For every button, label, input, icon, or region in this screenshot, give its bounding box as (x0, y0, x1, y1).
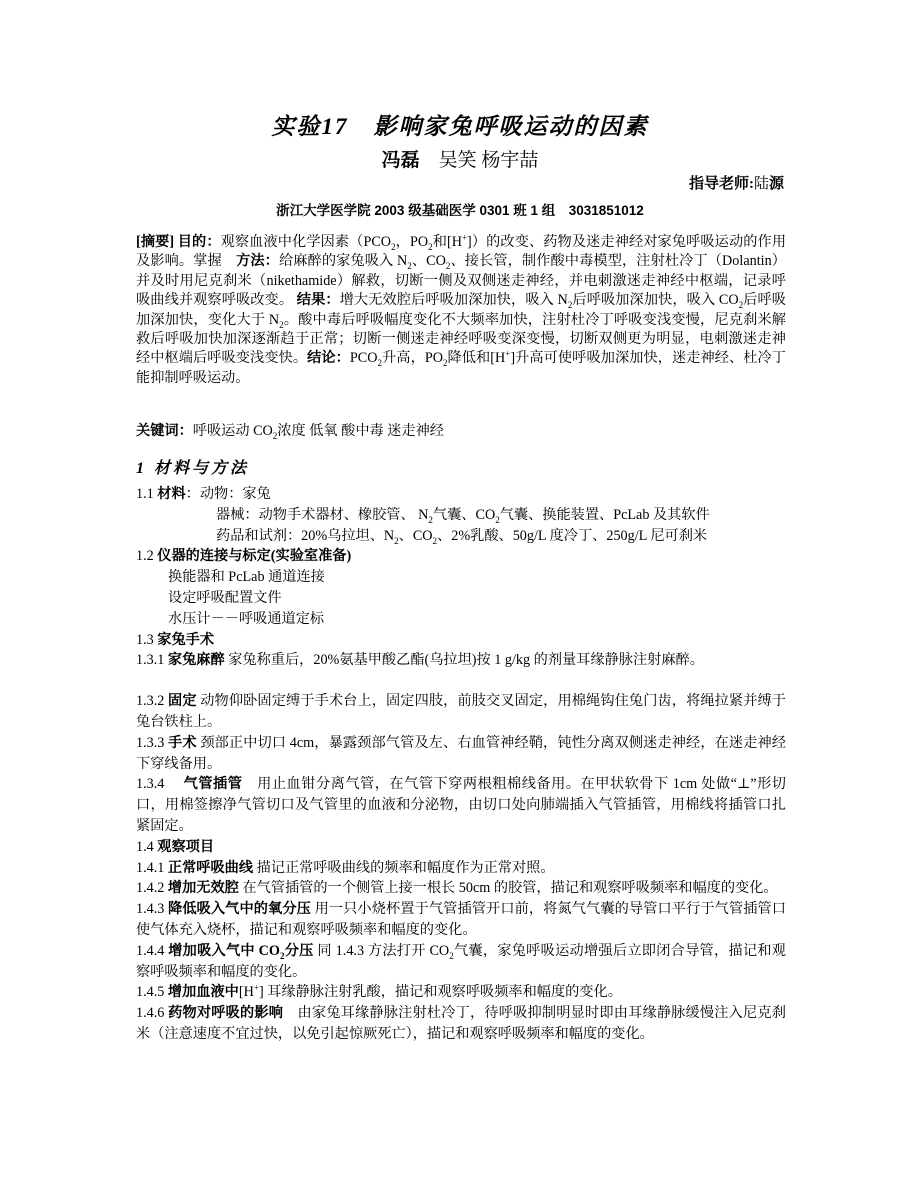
text-segment: 1.3.4 (136, 776, 184, 793)
text-segment: 、CO (398, 527, 433, 544)
bold-text: 家兔麻醉 (167, 652, 225, 669)
paragraph (136, 941, 786, 983)
text-segment: 气囊、CO (432, 506, 496, 523)
bold-text: 增加无效腔 (167, 880, 239, 897)
text-segment: 同 1.4.3 方法打开 CO (313, 942, 450, 959)
text-segment: 在气管插管的一个侧管上接一根长 50cm 的胶管，描记和观察呼吸频率和幅度的变化。 (238, 880, 778, 897)
text-segment: 、2%乳酸、50g/L 度冷丁、250g/L 尼可刹米 (437, 527, 708, 544)
text-segment: 呼吸运动 CO (192, 423, 273, 439)
text-segment: 降低和[H (447, 350, 506, 367)
text-segment: 气囊，家兔呼吸运动增强后立即闭合导管，描记和观察呼吸频率和幅度的变化。 (136, 942, 786, 980)
bold-text: 结果： (296, 292, 340, 309)
paragraph (136, 1003, 786, 1045)
text-segment: 2 (738, 300, 744, 311)
text-segment: 2 (279, 319, 284, 330)
text-segment: 1.1 (136, 486, 158, 502)
text-segment: 2 (567, 300, 573, 311)
text-segment: ]升高可使呼吸加深加快，迷走神经、杜冷丁能抑制呼吸运动。 (136, 350, 786, 386)
text-segment: 、接长管，制作酸中毒模型，注射杜冷丁（Dolantin）并及时用尼克刹米（nikethamide）解救，切断一侧及双侧迷走神经，并电刺激迷走神经中枢端，记录呼吸曲线并观察呼吸改变。 (136, 253, 786, 309)
bold-text: 指导老师: (688, 176, 754, 192)
text-segment: 后呼吸加深加快，吸入 CO (572, 292, 739, 309)
text-segment: 升高，PO (381, 350, 443, 367)
text-segment: 器械：动物手术器材、橡胶管、 N (216, 506, 429, 523)
bold-text: 增加血液中 (167, 984, 239, 1001)
paragraph (136, 878, 786, 899)
text-segment: 观察血液中化学因素（PCO (220, 234, 392, 250)
text-segment: ，PO (395, 234, 429, 250)
paragraph (136, 982, 786, 1003)
text-segment: 换能器和 PcLab 通道连接 (168, 569, 325, 586)
text-segment: 2 (407, 261, 412, 272)
body-text (136, 484, 786, 1045)
text-segment: 由家兔耳缘静脉注射杜冷丁，待呼吸抑制明显时即由耳缘静脉缓慢注入尼克刹米（注意速度不宜过快，以免引起惊厥死亡），描记和观察呼吸频率和幅度的变化。 (136, 1005, 786, 1042)
text-segment: 吴笑 杨宇喆 (419, 150, 539, 171)
text-segment: 后呼吸加深加快，变化大于 N (136, 292, 786, 328)
bold-text: [摘要] 目的： (136, 234, 221, 250)
bold-text: 源 (768, 176, 784, 192)
text-segment: 设定呼吸配置文件 (168, 589, 282, 606)
text-segment: 1.3.1 (136, 652, 168, 669)
paragraph (136, 546, 786, 567)
text-segment: 用一只小烧杯置于气管插管开口前，将氮气气囊的导管口平行于气管插管口使气体充入烧杯，描记和观察呼吸频率和幅度的变化。 (136, 901, 786, 938)
bold-text: 增加吸入气中 CO (168, 942, 280, 959)
bold-text: 固定 (168, 693, 197, 710)
advisor (689, 172, 784, 193)
text-segment: 1.4.3 (136, 901, 169, 918)
text-segment: 和[H (432, 234, 462, 250)
paragraph (136, 484, 786, 505)
text-segment: 1.3.2 (136, 693, 169, 710)
text-segment: 1.3.3 (136, 734, 169, 751)
abstract (136, 233, 786, 388)
text-segment: ] 耳缘静脉注射乳酸，描记和观察呼吸频率和幅度的变化。 (258, 984, 622, 1001)
text-segment: 2 (394, 535, 399, 546)
paragraph (136, 733, 786, 775)
text-segment: + (253, 982, 259, 993)
text-segment: 2 (442, 358, 448, 369)
text-segment: 1.4.4 (136, 942, 169, 959)
bold-text: 家兔手术 (157, 631, 215, 648)
text-segment: 家兔称重后，20%氨基甲酸乙酯(乌拉坦)按 1 g/kg 的剂量耳缘静脉注射麻醉。 (224, 652, 704, 669)
text-segment: 浓度 低氧 酸中毒 迷走神经 (277, 423, 444, 439)
text-segment: 2 (449, 950, 454, 961)
bold-text: 气管插管 (183, 776, 243, 793)
text-segment: 2 (377, 358, 382, 369)
text-segment: 。酸中毒后呼吸幅度变化不大频率加快，注射杜冷丁呼吸变浅变慢，尼克刹米解救后呼吸加快加深逐渐趋于正常；切断一侧迷走神经呼吸变深变慢，切断双侧更为明显，电刺激迷走神经中枢端后呼吸变浅变快。 (136, 311, 786, 367)
paragraph (136, 588, 786, 609)
bold-text: 关键词： (136, 423, 193, 439)
text-segment: 2 (272, 430, 278, 441)
paragraph (136, 630, 786, 651)
text-segment: ]）的改变、药物及迷走神经对家兔呼吸运动的作用及影响。掌握 (136, 234, 787, 270)
bold-text: 2 (279, 950, 285, 961)
text-segment: 1.4.6 (136, 1005, 169, 1022)
text-segment: 颈部正中切口 4cm，暴露颈部气管及左、右血管神经鞘，钝性分离双侧迷走神经，在迷走神经下穿线备用。 (136, 734, 787, 772)
paragraph (136, 858, 786, 879)
paragraph (136, 691, 786, 733)
bold-text: 药物对呼吸的影响 (168, 1005, 284, 1022)
text-segment: 2 (495, 514, 500, 525)
text-segment: 气囊、换能装置、PcLab 及其软件 (499, 506, 710, 523)
text-segment: 2 (428, 514, 433, 525)
text-segment: 水压计－－呼吸通道定标 (168, 610, 325, 627)
bold-text: 观察项目 (157, 838, 215, 855)
paragraph (136, 774, 786, 836)
text-segment: 2 (428, 241, 433, 252)
bold-text: 材料 (157, 486, 186, 502)
bold-text: 分压 (284, 942, 314, 959)
bold-text: 结论： (307, 350, 350, 367)
text-segment: 2 (432, 535, 438, 546)
text-segment: + (461, 232, 468, 243)
text-segment: 描记正常呼吸曲线的频率和幅度作为正常对照。 (253, 859, 555, 876)
text-segment: 给麻醉的家兔吸入 N (278, 253, 408, 270)
text-segment: 、CO (411, 253, 446, 270)
text-segment: 1.4.2 (136, 880, 168, 897)
paragraph (136, 650, 786, 671)
text-segment: 1.4 (136, 838, 158, 855)
authors (0, 145, 920, 172)
bold-text: 手术 (168, 734, 197, 751)
paragraph (136, 837, 786, 858)
bold-text: 降低吸入气中的氧分压 (168, 901, 311, 918)
bold-text: 冯磊 (381, 150, 420, 171)
text-segment: 2 (445, 261, 451, 272)
text-segment: 药品和试剂：20%乌拉坦、N (216, 527, 395, 544)
paragraph (136, 505, 786, 526)
text-segment: 陆 (753, 176, 769, 192)
document-title: 实验17 影响家兔呼吸运动的因素 (271, 114, 649, 139)
paragraph (136, 609, 786, 630)
text-segment: 1.4.1 (136, 859, 168, 876)
bold-text: 仪器的连接与标定(实验室准备) (157, 548, 352, 565)
text-segment: PCO (349, 350, 378, 367)
text-segment: + (505, 348, 511, 359)
keywords (136, 420, 786, 440)
text-segment: ：动物：家兔 (185, 486, 271, 502)
text-segment: 1.2 (136, 548, 158, 565)
text-segment: 1.3 (136, 631, 158, 648)
paragraph (136, 899, 786, 941)
text-segment: 1.4.5 (136, 984, 168, 1001)
bold-text: 方法： (236, 253, 279, 270)
section-heading: 1 材料与方法 (136, 460, 250, 477)
text-segment: 增大无效腔后呼吸加深加快，吸入 N (339, 292, 568, 309)
paragraph (136, 526, 786, 547)
text-segment: 2 (391, 241, 396, 252)
bold-text: 正常呼吸曲线 (167, 859, 254, 876)
text-segment: 动物仰卧固定缚于手术台上，固定四肢，前肢交叉固定，用棉绳钩住兔门齿，将绳拉紧并缚于兔台铁柱上。 (136, 693, 786, 730)
text-segment: [H (238, 984, 254, 1001)
paragraph (136, 567, 786, 588)
text-segment: 用止血钳分离气管，在气管下穿两根粗棉线备用。在甲状软骨下 1cm 处做“⊥”形切口，用棉签擦净气管切口及气管里的血液和分泌物，由切口处向肺端插入气管插管，用棉线将插管口扎紧固定。 (136, 776, 786, 834)
affiliation: 浙江大学医学院 2003 级基础医学 0301 班 1 组 3031851012 (276, 203, 644, 218)
